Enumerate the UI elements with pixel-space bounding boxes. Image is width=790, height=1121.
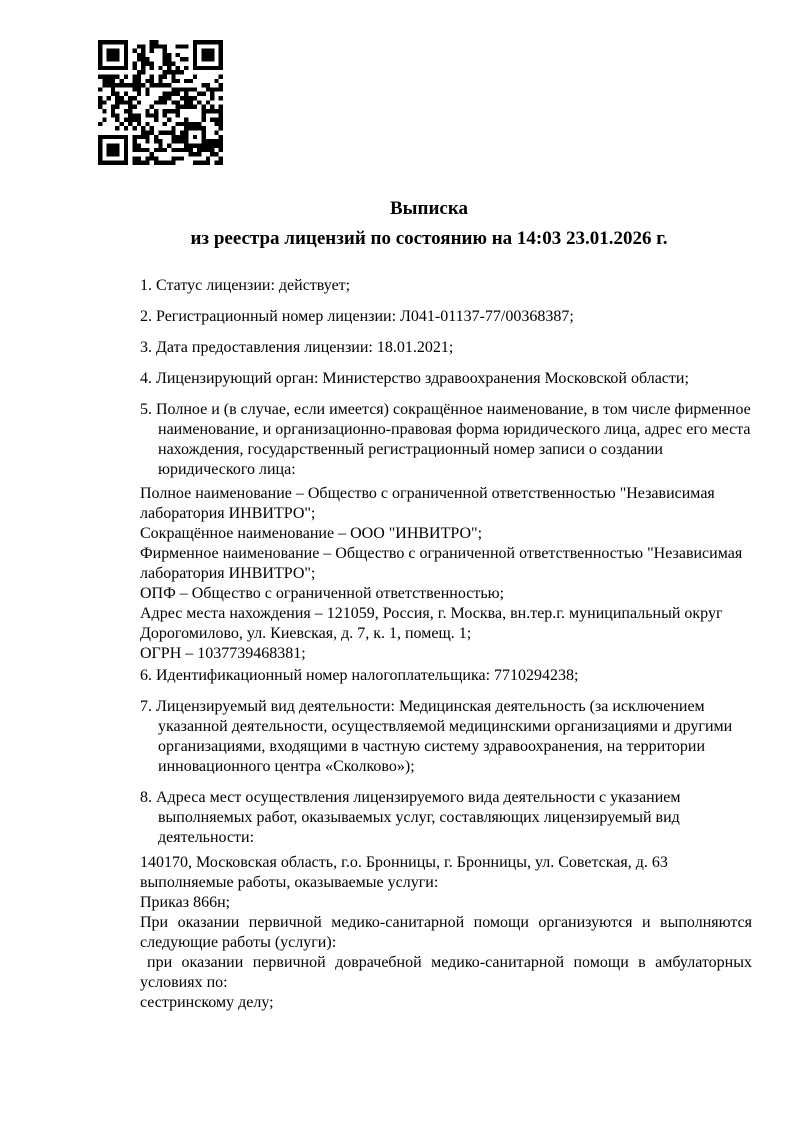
org-opf: ОПФ – Общество с ограниченной ответственностью; [140, 585, 505, 602]
license-reg-number-line: 2. Регистрационный номер лицензии: Л041-01137-77/00368387; [140, 308, 574, 325]
org-full-name: Полное наименование – Общество с ограниченной ответственностью "Независимая лаборатория ИНВИТРО"; [140, 485, 715, 522]
nursing-line: сестринскому делу; [140, 994, 274, 1011]
document-header [100, 197, 758, 251]
licensed-activity-line: 7. Лицензируемый вид деятельности: Медицинская деятельность (за исключением указанной деятельности, осуществляемой медицинскими организациями и другими организациями, входящими в частную систему здравоохранения, на территории инновационного центра «Сколково»); [140, 698, 733, 775]
inn-line: 6. Идентификационный номер налогоплательщика: 7710294238; [140, 667, 579, 684]
org-address: Адрес места нахождения – 121059, Россия, г. Москва, вн.тер.г. муниципальный округ Дорогомилово, ул. Киевская, д. 7, к. 1, помещ. 1; [140, 605, 723, 642]
qr-code-icon [97, 40, 224, 165]
org-names-heading: 5. Полное и (в случае, если имеется) сокращённое наименование, в том числе фирменное наименование, и организационно-правовая форма юридического лица, адрес его места нахождения, государственный регистрационный номер записи о создании юридического лица: [140, 401, 751, 478]
site-address: 140170, Московская область, г.о. Бронницы, г. Бронницы, ул. Советская, д. 63 [140, 854, 668, 871]
activity-addresses-heading: 8. Адреса мест осуществления лицензируемого вида деятельности с указанием выполняемых работ, оказываемых услуг, составляющих лицензируемый вид деятельности: [140, 789, 681, 846]
license-status-line: 1. Статус лицензии: действует; [140, 277, 351, 294]
org-short-name: Сокращённое наименование – ООО "ИНВИТРО"; [140, 525, 483, 542]
org-brand-name: Фирменное наименование – Общество с ограниченной ответственностью "Независимая лаборатория ИНВИТРО"; [140, 545, 743, 582]
document-body [140, 276, 752, 1013]
document-title: Выписка [390, 198, 468, 219]
document-subtitle: из реестра лицензий по состоянию на 14:03 23.01.2026 г. [190, 228, 668, 249]
primary-care-works-line: При оказании первичной медико-санитарной помощи организуются и выполняются следующие работы (услуги): [140, 914, 752, 951]
pre-doctor-care-line: при оказании первичной доврачебной медико-санитарной помощи в амбулаторных условиях по: [140, 954, 752, 991]
licensing-authority-line: 4. Лицензирующий орган: Министерство здравоохранения Московской области; [140, 370, 689, 387]
org-ogrn: ОГРН – 1037739468381; [140, 645, 306, 662]
order-866n-line: Приказ 866н; [140, 894, 231, 911]
works-services-label: выполняемые работы, оказываемые услуги: [140, 874, 439, 891]
license-grant-date-line: 3. Дата предоставления лицензии: 18.01.2021; [140, 339, 454, 356]
